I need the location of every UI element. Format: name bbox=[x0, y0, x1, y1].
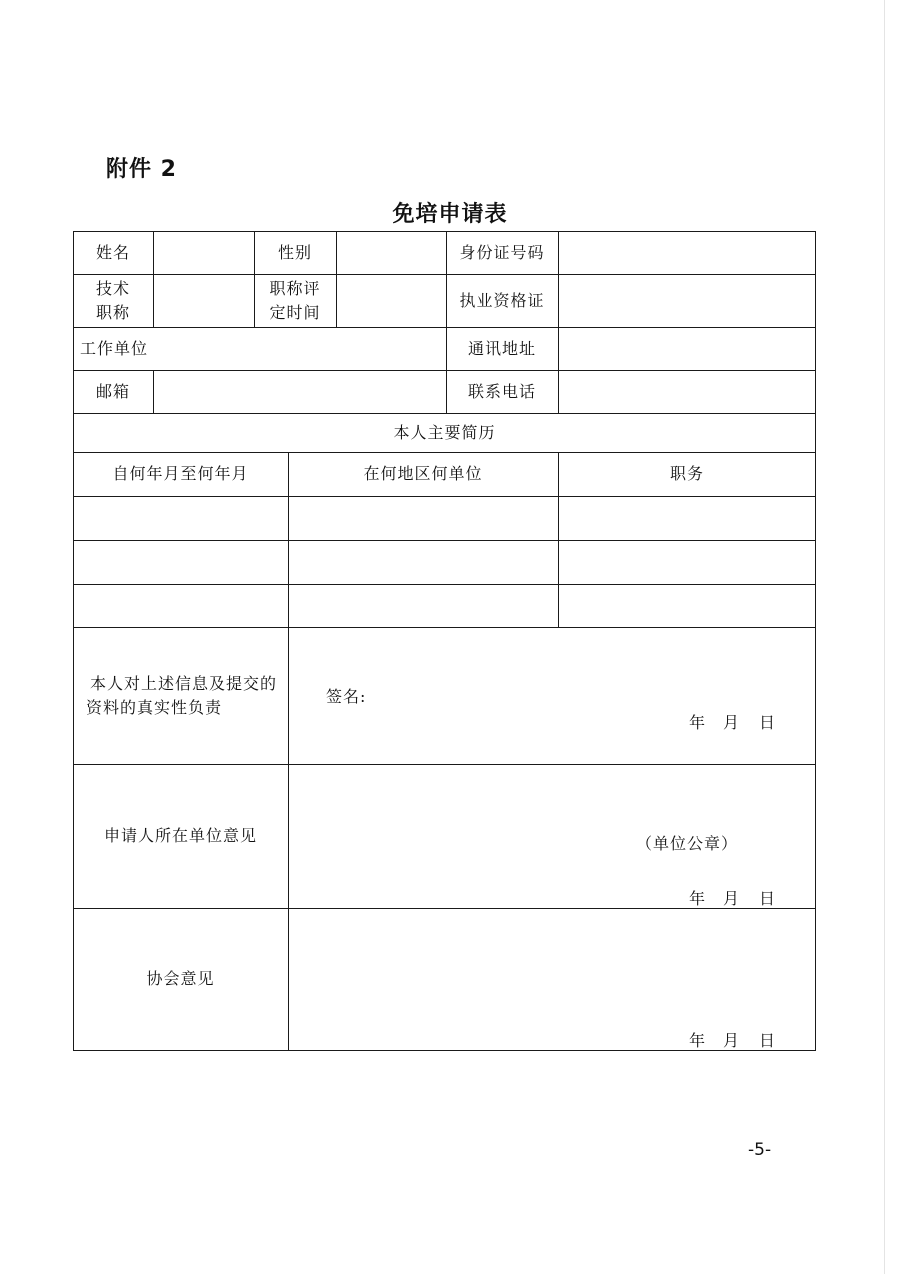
license-field[interactable] bbox=[559, 275, 815, 327]
email-label: 邮箱 bbox=[95, 381, 130, 401]
resume-section-label: 本人主要简历 bbox=[393, 422, 496, 442]
attachment-label: 附件 2 bbox=[106, 157, 177, 182]
phone-field[interactable] bbox=[559, 371, 815, 413]
resume-row-1-position[interactable] bbox=[559, 497, 815, 540]
signature-field[interactable] bbox=[380, 676, 680, 710]
title-eval-date-label: 职称评 定时间 bbox=[269, 278, 321, 322]
employer-opinion-label: 申请人所在单位意见 bbox=[103, 826, 257, 845]
resume-row-1-unit[interactable] bbox=[289, 497, 558, 540]
phone-label: 联系电话 bbox=[467, 381, 536, 401]
address-field[interactable] bbox=[559, 328, 815, 370]
tech-title-field[interactable] bbox=[154, 275, 254, 327]
name-label: 姓名 bbox=[95, 242, 130, 262]
form-title: 免培申请表 bbox=[392, 202, 508, 227]
name-field[interactable] bbox=[154, 232, 254, 274]
unit-seal-label: （单位公章） bbox=[636, 834, 739, 853]
signature-label: 签名: bbox=[326, 687, 367, 706]
tech-title-label: 技术 职称 bbox=[95, 278, 130, 322]
resume-row-2-unit[interactable] bbox=[289, 541, 558, 584]
resume-row-3-position[interactable] bbox=[559, 585, 815, 627]
declaration-text: 本人对上述信息及提交的 资料的真实性负责 bbox=[86, 673, 277, 717]
employer-label: 工作单位 bbox=[79, 338, 148, 358]
association-opinion-label: 协会意见 bbox=[146, 969, 215, 988]
resume-row-3-unit[interactable] bbox=[289, 585, 558, 627]
table-border-right bbox=[815, 231, 816, 1051]
id-number-field[interactable] bbox=[559, 232, 815, 274]
license-label: 执业资格证 bbox=[459, 290, 545, 310]
gender-field[interactable] bbox=[337, 232, 446, 274]
employer-field[interactable] bbox=[156, 328, 446, 370]
resume-row-2-position[interactable] bbox=[559, 541, 815, 584]
address-label: 通讯地址 bbox=[467, 338, 536, 358]
resume-col-unit: 在何地区何单位 bbox=[363, 464, 483, 483]
title-eval-date-field[interactable] bbox=[337, 275, 446, 327]
email-field[interactable] bbox=[154, 371, 446, 413]
id-number-label: 身份证号码 bbox=[459, 242, 545, 262]
association-opinion-date: 年 月 日 bbox=[689, 1031, 776, 1050]
resume-row-2-period[interactable] bbox=[74, 541, 288, 584]
association-opinion-field[interactable] bbox=[289, 909, 815, 1019]
resume-col-period: 自何年月至何年月 bbox=[112, 464, 249, 483]
employer-opinion-date: 年 月 日 bbox=[689, 889, 776, 908]
resume-row-1-period[interactable] bbox=[74, 497, 288, 540]
gender-label: 性别 bbox=[277, 242, 312, 262]
resume-row-3-period[interactable] bbox=[74, 585, 288, 627]
declaration-date: 年 月 日 bbox=[689, 713, 776, 732]
page-edge bbox=[884, 0, 885, 1274]
resume-col-position: 职务 bbox=[669, 464, 704, 483]
employer-opinion-field[interactable] bbox=[289, 765, 815, 825]
page-number: -5- bbox=[748, 1140, 772, 1160]
